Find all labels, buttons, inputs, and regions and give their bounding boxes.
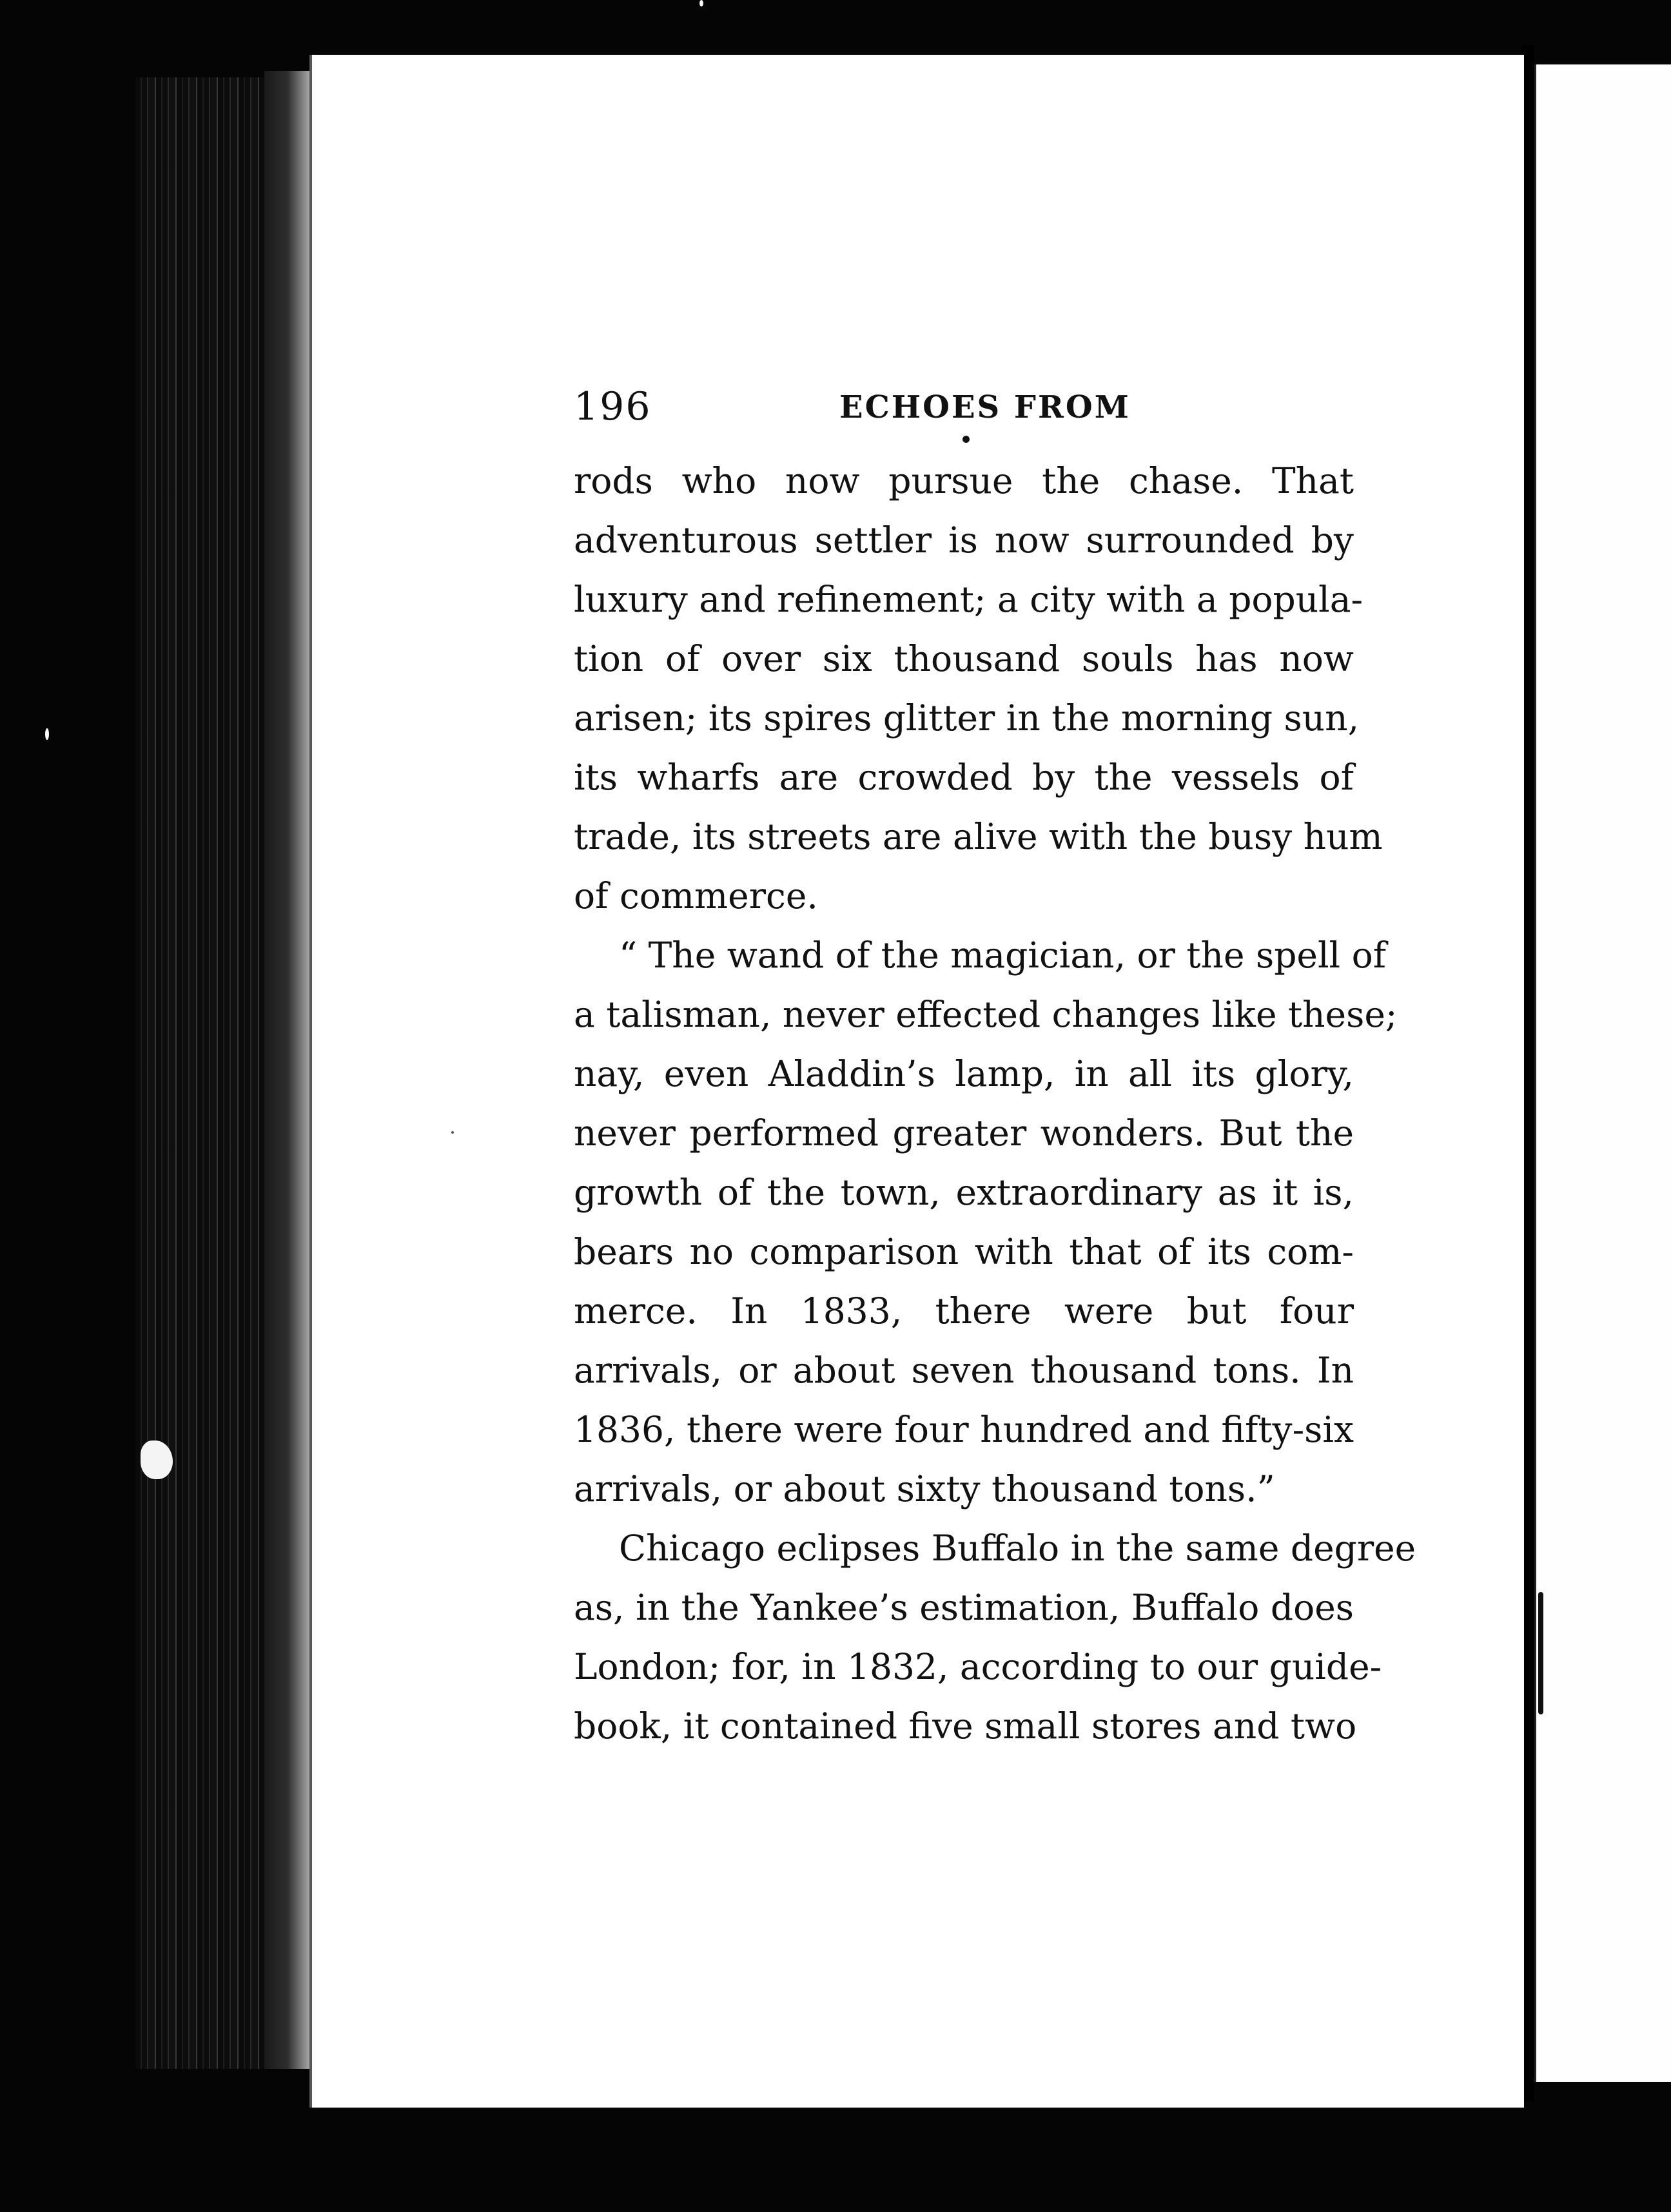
text-line: never performed greater wonders. But the [574,1112,1354,1154]
text-line: tion of over six thousand souls has now [574,638,1354,679]
text-line: of commerce. [574,875,818,917]
scan-speck [699,0,703,6]
running-head [574,384,1360,429]
scan-speck [451,1131,454,1134]
text-line: trade, its streets are alive with the busy hum [574,816,1383,857]
text-line: London; for, in 1832, according to our guide- [574,1646,1382,1687]
text-line: bears no comparison with that of its com- [574,1231,1354,1272]
text-line: arrivals, or about seven thousand tons. In [574,1350,1354,1391]
running-head-title: ECHOES FROM [839,389,1131,425]
facing-page-edge [1534,64,1671,2082]
facing-page-mark [1538,1592,1543,1714]
text-line: a talisman, never effected changes like these; [574,994,1398,1035]
text-line: nay, even Aladdin’s lamp, in all its glory, [574,1053,1354,1094]
text-line: 1836, there were four hundred and fifty-six [574,1409,1354,1450]
text-line: Chicago eclipses Buffalo in the same degree [619,1528,1416,1569]
text-line: book, it contained five small stores and two [574,1705,1357,1747]
text-line: its wharfs are crowded by the vessels of [574,757,1354,798]
ornament-dot [963,436,970,443]
text-line: merce. In 1833, there were but four [574,1290,1354,1332]
text-line: arisen; its spires glitter in the morning sun, [574,697,1360,739]
text-line: rods who now pursue the chase. That [574,460,1354,501]
text-line: as, in the Yankee’s estimation, Buffalo does [574,1587,1354,1628]
text-line: growth of the town, extraordinary as it is, [574,1172,1354,1213]
text-line: adventurous settler is now surrounded by [574,519,1354,561]
text-line: arrivals, or about sixty thousand tons.” [574,1468,1275,1509]
text-line: “ The wand of the magician, or the spell of [619,935,1387,976]
body-text [574,451,1416,1756]
scan-speck [45,728,49,740]
text-line: luxury and refinement; a city with a popula- [574,579,1363,620]
page-number: 196 [574,384,652,429]
